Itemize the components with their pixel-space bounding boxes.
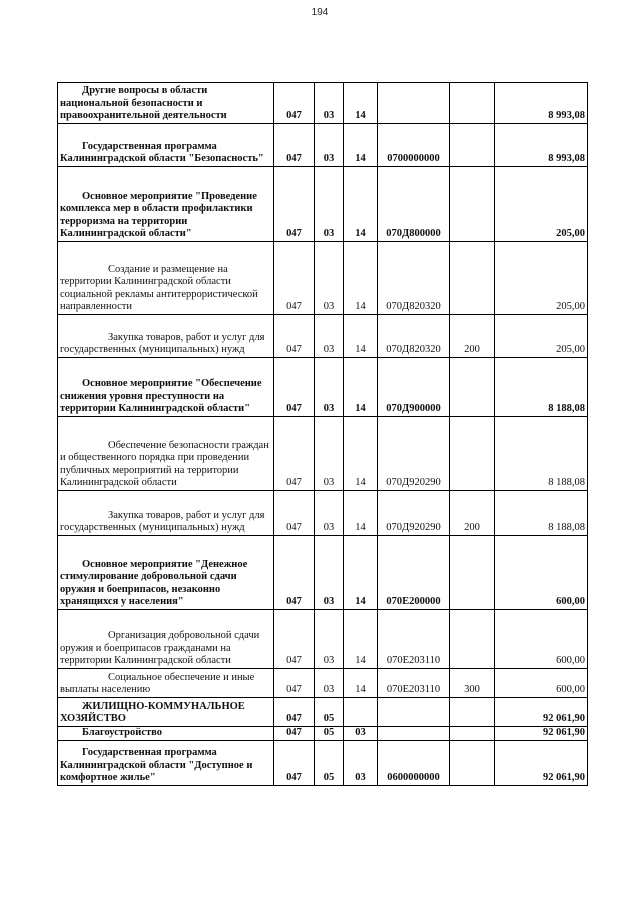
- row-pr: 14: [344, 491, 378, 536]
- row-ved: 047: [274, 536, 315, 610]
- row-csr: [378, 698, 450, 727]
- row-vr: [450, 610, 495, 669]
- row-csr: 0600000000: [378, 741, 450, 786]
- row-sum: 600,00: [495, 669, 588, 698]
- row-name: ЖИЛИЩНО-КОММУНАЛЬНОЕ ХОЗЯЙСТВО: [58, 698, 274, 727]
- row-rz: 05: [315, 727, 344, 741]
- row-ved: 047: [274, 167, 315, 242]
- row-rz: 03: [315, 315, 344, 358]
- row-rz: 03: [315, 491, 344, 536]
- row-vr: [450, 727, 495, 741]
- row-pr: 14: [344, 83, 378, 124]
- row-pr: 14: [344, 610, 378, 669]
- table-row: [58, 741, 588, 786]
- row-csr: 070Е200000: [378, 536, 450, 610]
- row-ved: 047: [274, 242, 315, 315]
- row-sum: 8 188,08: [495, 417, 588, 491]
- row-ved: 047: [274, 491, 315, 536]
- row-vr: [450, 358, 495, 417]
- row-pr: [344, 698, 378, 727]
- row-ved: 047: [274, 727, 315, 741]
- row-vr: [450, 242, 495, 315]
- row-vr: [450, 124, 495, 167]
- row-csr: 0700000000: [378, 124, 450, 167]
- row-rz: 03: [315, 536, 344, 610]
- row-ved: 047: [274, 124, 315, 167]
- row-vr: 300: [450, 669, 495, 698]
- row-name: Создание и размещение на территории Калининградской области социальной рекламы антитеррористической направленности: [58, 242, 274, 315]
- row-name: Закупка товаров, работ и услуг для государственных (муниципальных) нужд: [58, 315, 274, 358]
- table-row: [58, 727, 588, 741]
- row-pr: 14: [344, 242, 378, 315]
- row-pr: 14: [344, 417, 378, 491]
- row-name: Благоустройство: [58, 727, 274, 741]
- row-ved: 047: [274, 83, 315, 124]
- row-rz: 03: [315, 167, 344, 242]
- row-vr: 200: [450, 491, 495, 536]
- row-sum: 205,00: [495, 315, 588, 358]
- row-sum: 205,00: [495, 167, 588, 242]
- row-sum: 8 993,08: [495, 83, 588, 124]
- row-csr: 070Д820320: [378, 315, 450, 358]
- row-name: Основное мероприятие "Проведение комплекса мер в области профилактики терроризма на территории Калининградской области": [58, 167, 274, 242]
- row-name: Организация добровольной сдачи оружия и боеприпасов гражданами на территории Калининградской области: [58, 610, 274, 669]
- row-vr: [450, 83, 495, 124]
- row-vr: 200: [450, 315, 495, 358]
- row-rz: 05: [315, 698, 344, 727]
- row-vr: [450, 741, 495, 786]
- budget-table: [57, 82, 588, 786]
- row-pr: 14: [344, 315, 378, 358]
- row-rz: 03: [315, 124, 344, 167]
- table-row: [58, 536, 588, 610]
- table-row: [58, 83, 588, 124]
- row-csr: 070Д920290: [378, 417, 450, 491]
- table-row: [58, 669, 588, 698]
- page-number: 194: [311, 7, 329, 18]
- row-vr: [450, 536, 495, 610]
- row-csr: 070Д820320: [378, 242, 450, 315]
- row-name: Государственная программа Калининградской области "Безопасность": [58, 124, 274, 167]
- row-sum: 8 188,08: [495, 491, 588, 536]
- row-pr: 14: [344, 536, 378, 610]
- row-sum: 92 061,90: [495, 698, 588, 727]
- row-vr: [450, 417, 495, 491]
- row-ved: 047: [274, 417, 315, 491]
- row-sum: 600,00: [495, 610, 588, 669]
- row-sum: 600,00: [495, 536, 588, 610]
- row-sum: 205,00: [495, 242, 588, 315]
- row-rz: 03: [315, 83, 344, 124]
- row-name: Государственная программа Калининградской области "Доступное и комфортное жилье": [58, 741, 274, 786]
- row-name: Обеспечение безопасности граждан и общественного порядка при проведении публичных мероприятий на территории Калининградской области: [58, 417, 274, 491]
- row-rz: 03: [315, 358, 344, 417]
- row-ved: 047: [274, 610, 315, 669]
- row-pr: 14: [344, 167, 378, 242]
- row-name: Основное мероприятие "Денежное стимулирование добровольной сдачи оружия и боеприпасов, незаконно хранящихся у населения": [58, 536, 274, 610]
- row-sum: 92 061,90: [495, 741, 588, 786]
- row-pr: 14: [344, 124, 378, 167]
- row-ved: 047: [274, 669, 315, 698]
- table-row: [58, 315, 588, 358]
- row-csr: [378, 727, 450, 741]
- row-sum: 92 061,90: [495, 727, 588, 741]
- row-name: Другие вопросы в области национальной безопасности и правоохранительной деятельности: [58, 83, 274, 124]
- row-vr: [450, 698, 495, 727]
- table-row: [58, 124, 588, 167]
- row-rz: 05: [315, 741, 344, 786]
- row-csr: 070Д920290: [378, 491, 450, 536]
- row-ved: 047: [274, 741, 315, 786]
- table-row: [58, 491, 588, 536]
- row-vr: [450, 167, 495, 242]
- row-name: Социальное обеспечение и иные выплаты населению: [58, 669, 274, 698]
- row-csr: [378, 83, 450, 124]
- row-csr: 070Е203110: [378, 669, 450, 698]
- table-row: [58, 242, 588, 315]
- row-csr: 070Д900000: [378, 358, 450, 417]
- row-rz: 03: [315, 610, 344, 669]
- row-ved: 047: [274, 698, 315, 727]
- row-ved: 047: [274, 358, 315, 417]
- row-pr: 14: [344, 669, 378, 698]
- table-row: [58, 698, 588, 727]
- table-row: [58, 610, 588, 669]
- row-pr: 03: [344, 727, 378, 741]
- row-rz: 03: [315, 417, 344, 491]
- row-name: Закупка товаров, работ и услуг для государственных (муниципальных) нужд: [58, 491, 274, 536]
- row-csr: 070Д800000: [378, 167, 450, 242]
- row-rz: 03: [315, 242, 344, 315]
- row-pr: 03: [344, 741, 378, 786]
- table-row: [58, 417, 588, 491]
- row-csr: 070Е203110: [378, 610, 450, 669]
- row-sum: 8 188,08: [495, 358, 588, 417]
- row-pr: 14: [344, 358, 378, 417]
- table-row: [58, 167, 588, 242]
- row-rz: 03: [315, 669, 344, 698]
- row-name: Основное мероприятие "Обеспечение снижения уровня преступности на территории Калининградской области": [58, 358, 274, 417]
- row-sum: 8 993,08: [495, 124, 588, 167]
- row-ved: 047: [274, 315, 315, 358]
- table-row: [58, 358, 588, 417]
